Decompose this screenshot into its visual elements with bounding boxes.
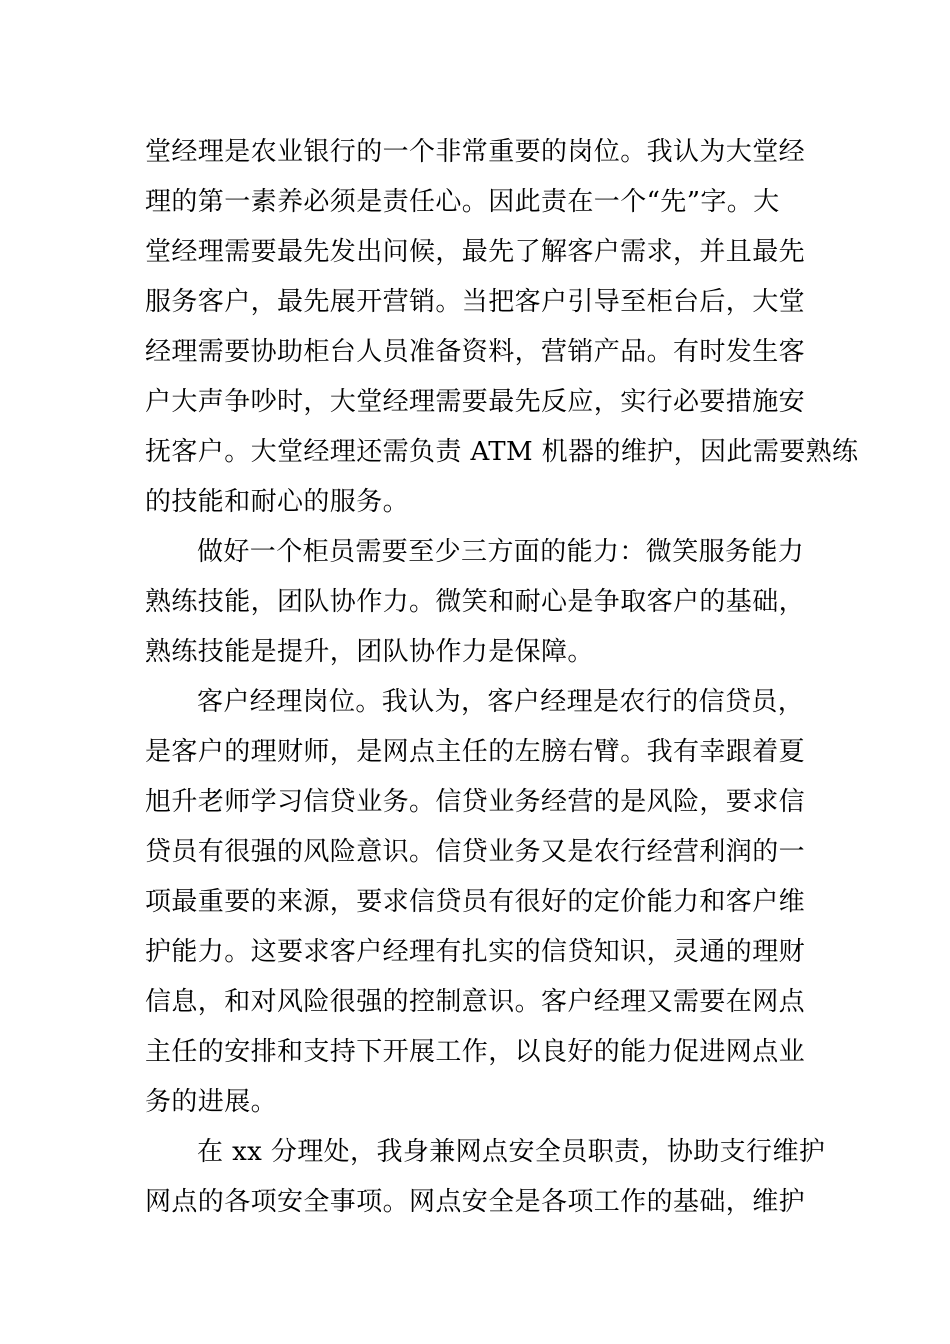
text-line: 护能力。这要求客户经理有扎实的信贷知识，灵通的理财 xyxy=(145,937,806,967)
text-line: 网点的各项安全事项。网点安全是各项工作的基础，维护 xyxy=(145,1187,806,1217)
text-line: 熟练技能，团队协作力。微笑和耐心是争取客户的基础， xyxy=(145,587,806,617)
text-line: 堂经理需要最先发出问候，最先了解客户需求，并且最先 xyxy=(145,237,806,267)
text-line: 熟练技能是提升，团队协作力是保障。 xyxy=(145,637,594,667)
text-line: 在 xx 分理处，我身兼网点安全员职责，协助支行维护 xyxy=(197,1137,826,1167)
text-line: 经理需要协助柜台人员准备资料，营销产品。有时发生客 xyxy=(145,337,806,367)
text-line: 客户经理岗位。我认为，客户经理是农行的信贷员， xyxy=(197,687,805,717)
text-line: 贷员有很强的风险意识。信贷业务又是农行经营利润的一 xyxy=(145,837,806,867)
text-line: 项最重要的来源，要求信贷员有很好的定价能力和客户维 xyxy=(145,887,806,917)
paragraph-teller xyxy=(145,527,815,677)
text-line: 做好一个柜员需要至少三方面的能力：微笑服务能力 xyxy=(197,537,805,567)
text-line: 堂经理是农业银行的一个非常重要的岗位。我认为大堂经 xyxy=(145,137,806,167)
text-line: 服务客户，最先展开营销。当把客户引导至柜台后，大堂 xyxy=(145,287,806,317)
text-line: 理的第一素养必须是责任心。因此责在一个“先”字。大 xyxy=(145,187,780,217)
paragraph-lobby-manager xyxy=(145,127,859,527)
paragraph-security-officer xyxy=(145,1127,826,1227)
text-line: 抚客户。大堂经理还需负责 ATM 机器的维护，因此需要熟练 xyxy=(145,437,859,467)
document-body xyxy=(145,127,859,1227)
text-line: 旭升老师学习信贷业务。信贷业务经营的是风险，要求信 xyxy=(145,787,806,817)
text-line: 是客户的理财师，是网点主任的左膀右臂。我有幸跟着夏 xyxy=(145,737,806,767)
text-line: 户大声争吵时，大堂经理需要最先反应，实行必要措施安 xyxy=(145,387,806,417)
paragraph-account-manager xyxy=(145,677,815,1127)
text-line: 的技能和耐心的服务。 xyxy=(145,487,410,517)
text-line: 务的进展。 xyxy=(145,1087,278,1117)
text-line: 主任的安排和支持下开展工作，以良好的能力促进网点业 xyxy=(145,1037,806,1067)
text-line: 信息，和对风险很强的控制意识。客户经理又需要在网点 xyxy=(145,987,806,1017)
